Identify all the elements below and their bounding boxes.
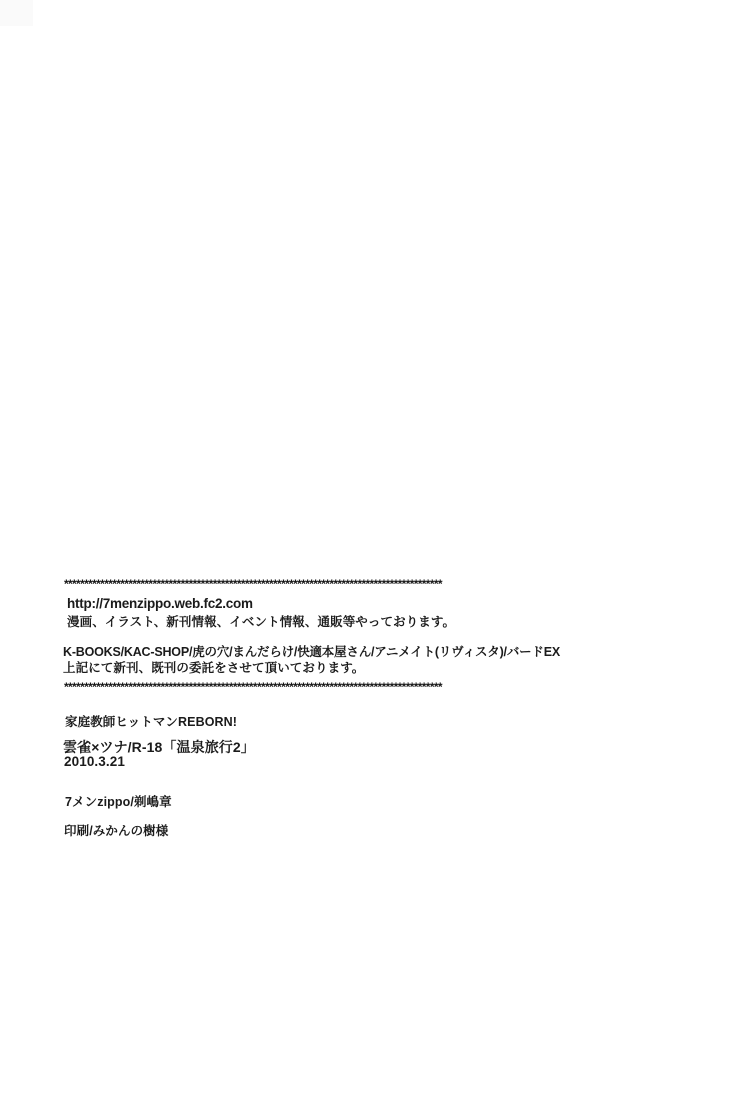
scan-artifact-corner — [0, 0, 33, 26]
printer-credit: 印刷/みかんの樹様 — [64, 824, 169, 838]
work-title-pairing-rating: 雲雀×ツナ/R-18「温泉旅行2」 — [63, 739, 255, 755]
circle-and-author: 7メンzippo/剃嶋章 — [65, 795, 172, 809]
series-title: 家庭教師ヒットマンREBORN! — [65, 715, 238, 729]
consignment-note: 上記にて新刊、既刊の委託をさせて頂いております。 — [63, 661, 365, 675]
divider-rule-top: ********************************************************************************************** — [64, 577, 442, 591]
website-url: http://7menzippo.web.fc2.com — [67, 596, 253, 611]
consignment-shops-list: K-BOOKS/KAC-SHOP/虎の穴/まんだらけ/快適本屋さん/アニメイト(リヴィスタ)/バードEX — [63, 645, 561, 659]
divider-rule-bottom: ********************************************************************************************** — [64, 680, 442, 694]
publication-date: 2010.3.21 — [64, 754, 125, 769]
website-description: 漫画、イラスト、新刊情報、イベント情報、通販等やっております。 — [67, 615, 456, 629]
